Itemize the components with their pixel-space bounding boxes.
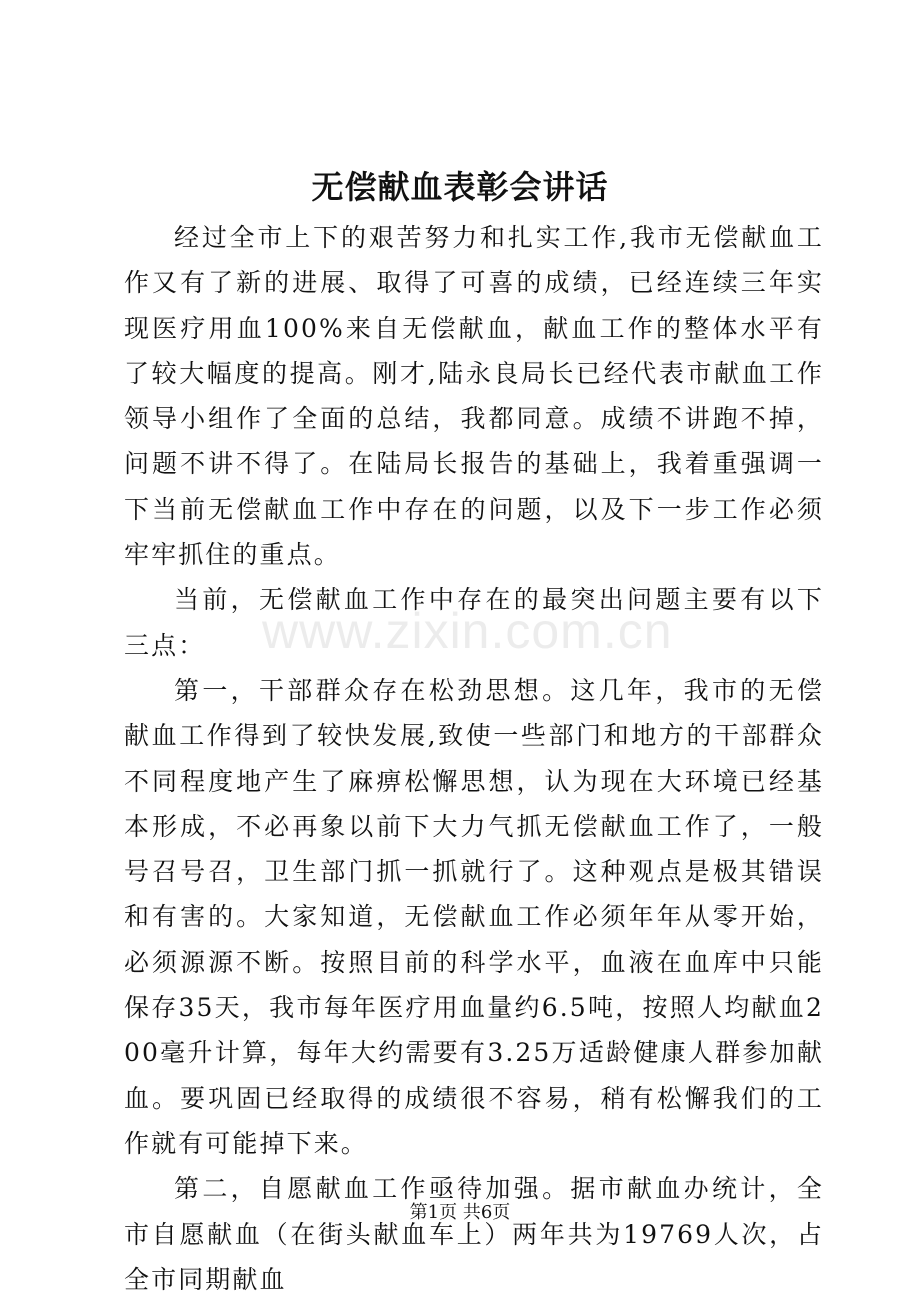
document-body (124, 215, 824, 1302)
paragraph-problems-lead: 当前，无偿献血工作中存在的最突出问题主要有以下三点： (124, 585, 824, 660)
watermark: www.zixin.com.cn (262, 603, 673, 659)
paragraph-intro: 经过全市上下的艰苦努力和扎实工作,我市无偿献血工作又有了新的进展、取得了可喜的成绩，已经连续三年实现医疗用血100%来自无偿献血，献血工作的整体水平有了较大幅度的提高。刚才,陆永良局长已经代表市献血工作领导小组作了全面的总结，我都同意。成绩不讲跑不掉，问题不讲不得了。在陆局长报告的基础上，我着重强调一下当前无偿献血工作中存在的问题，以及下一步工作必须牢牢抓住的重点。 (124, 223, 824, 570)
document-title: 无偿献血表彰会讲话 (311, 168, 609, 206)
paragraph-point-two: 第二，自愿献血工作亟待加强。据市献血办统计，全市自愿献血（在街头献血车上）两年共为19769人次，占全市同期献血 (124, 1174, 824, 1294)
paragraph-point-one: 第一，干部群众存在松劲思想。这几年，我市的无偿献血工作得到了较快发展,致使一些部门和地方的干部群众不同程度地产生了麻痹松懈思想，认为现在大环境已经基本形成，不必再象以前下大力气抓无偿献血工作了，一般号召号召，卫生部门抓一抓就行了。这种观点是极其错误和有害的。大家知道，无偿献血工作必须年年从零开始，必须源源不断。按照目前的科学水平，血液在血库中只能保存35天，我市每年医疗用血量约6.5吨，按照人均献血200毫升计算，每年大约需要有3.25万适龄健康人群参加献血。要巩固已经取得的成绩很不容易，稍有松懈我们的工作就有可能掉下来。 (124, 675, 824, 1158)
page-footer: 第1页 共6页 (409, 1202, 511, 1223)
